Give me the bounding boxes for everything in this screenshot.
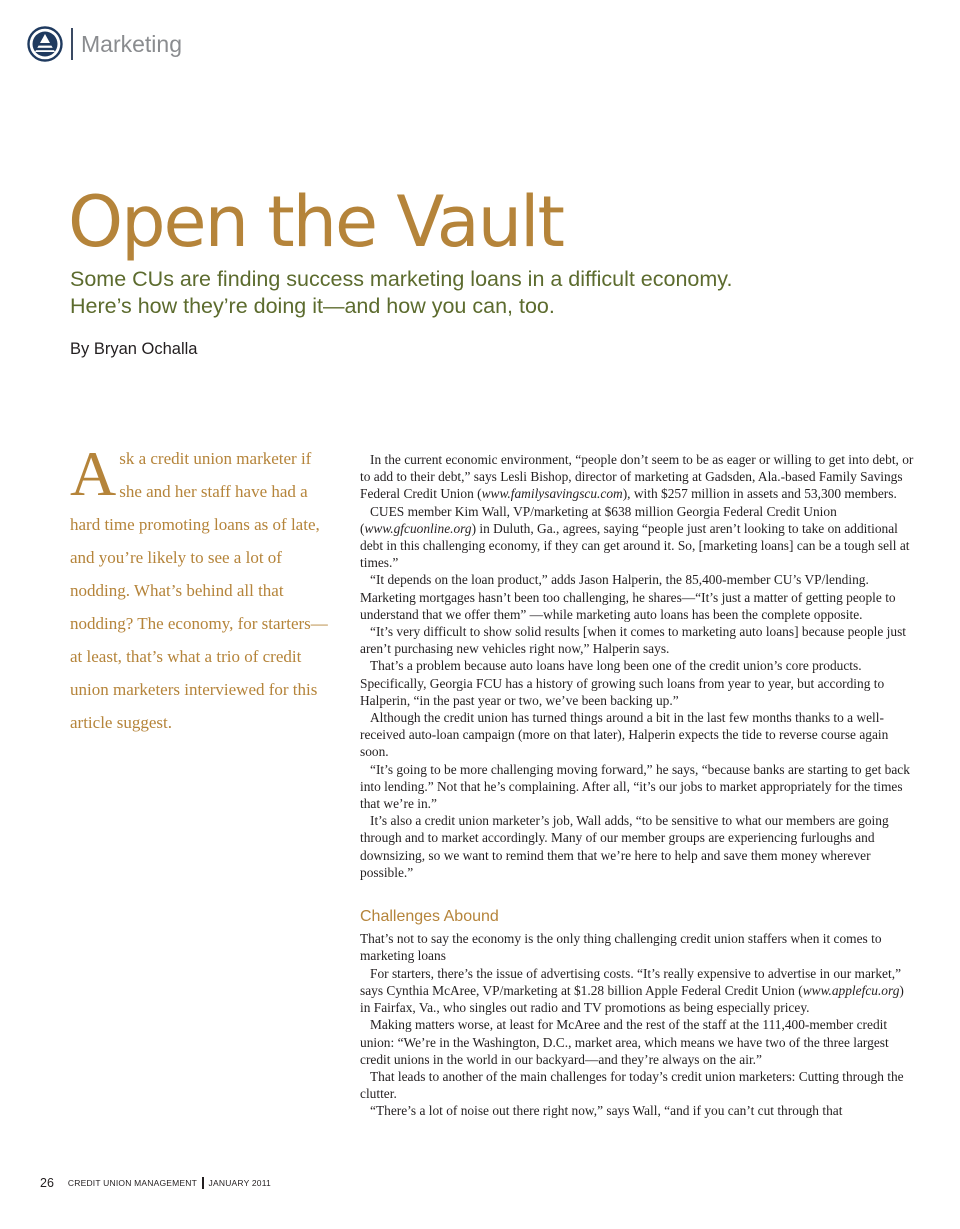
body-paragraph [360,451,915,503]
paragraph-text: ) in Fairfax, Va., who singles out radio and TV promotions as being especially pricey. [360,982,904,1016]
body-paragraph [360,503,915,572]
body-paragraph: “It depends on the loan product,” adds Jason Halperin, the 85,400-member CU’s VP/lending. Marketing mortgages hasn’t been too challenging, he shares—“It’s just a matter of getting people to understand that we offer them” —while marketing auto loans has been the complete opposite. [360,572,896,622]
body-paragraph: That’s not to say the economy is the only thing challenging credit union staffers when it comes to marketing loans [360,931,882,964]
body-paragraph: “It’s going to be more challenging moving forward,” he says, “because banks are starting to get back into lending.” Not that he’s complaining. After all, “it’s our jobs to market appropriately for the times that we’re in.” [360,761,910,812]
article-subtitle [70,266,830,320]
body-paragraph [360,965,915,1017]
publication-name: CREDIT UNION MANAGEMENT [67,1178,198,1188]
paragraph-text: ), with $257 million in assets and 53,300 members. [622,486,897,502]
body-paragraph: That’s a problem because auto loans have long been one of the credit union’s core products. Specifically, Georgia FCU has a history of growing such loans from year to year, but according to Halperin, “in the past year or two, we’ve been backing up.” [360,658,885,708]
body-paragraph: “It’s very difficult to show solid results [when it comes to marketing auto loans] because people just aren’t purchasing new vehicles right now,” Halperin says. [360,624,907,657]
paragraph-text: In the current economic environment, “people don’t seem to be as eager or willing to get into debt, or to add to their debt,” says Lesli Bishop, director of marketing at Gadsden, Ala.-based Family Savings Federal Credit Union ( [360,452,914,502]
body-paragraph: It’s also a credit union marketer’s job, Wall adds, “to be sensitive to what our members are going through and to market accordingly. Many of our member groups are experiencing furloughs and downsizing, so we want to remind them that we’re here to help and save them money wherever possible.” [360,813,889,880]
section-subhead: Challenges Abound [360,908,499,926]
body-paragraph: That leads to another of the main challenges for today’s credit union marketers: Cutting through the clutter. [360,1068,904,1102]
cues-logo-icon [27,26,63,62]
page-header [27,26,182,62]
section-label: Marketing [81,30,182,57]
paragraph-text: CUES member Kim Wall, VP/marketing at $638 million Georgia Federal Credit Union ( [360,503,837,536]
website-url: www.familysavingscu.com [481,486,623,502]
page-footer [40,1176,271,1190]
paragraph-text: For starters, there’s the issue of advertising costs. “It’s really expensive to advertise in our market,” says Cynthia McAree, VP/marketing at $1.28 billion Apple Federal Credit Union ( [360,965,902,998]
subtitle-line-2: Here’s how they’re doing it—and how you can, too. [70,294,555,318]
drop-cap: A [70,438,117,509]
header-divider [71,28,73,60]
footer-divider [202,1177,204,1189]
lede-text: sk a credit union marketer if she and her staff have had a hard time promoting loans as of late, and you’re likely to see a lot of nodding. What’s behind all that nodding? The economy, for starters—at least, that’s what a trio of credit union marketers interviewed for this article suggest. [70,449,328,732]
byline: By Bryan Ochalla [70,340,198,358]
paragraph-text: ) in Duluth, Ga., agrees, saying “people just aren’t looking to take on additional debt in this challenging economy, if they can get around it. So, [marketing loans] can be a tough sell at times.” [360,520,910,571]
website-url: www.applefcu.org [802,982,900,998]
body-paragraph: Making matters worse, at least for McAree and the rest of the staff at the 111,400-member credit union: “We’re in the Washington, D.C., market area, which means we have two of the three largest credit unions in the world in our backyard—and they’re always on the air.” [360,1017,889,1067]
article-body [360,451,915,1120]
article-title: Open the Vault [68,181,563,263]
page-number: 26 [40,1176,54,1190]
website-url: www.gfcuonline.org [364,520,472,536]
issue-date: JANUARY 2011 [208,1178,271,1188]
lede-paragraph [70,438,328,739]
subtitle-line-1: Some CUs are finding success marketing loans in a difficult economy. [70,267,733,291]
body-paragraph: “There’s a lot of noise out there right now,” says Wall, “and if you can’t cut through that [370,1103,843,1119]
body-paragraph: Although the credit union has turned things around a bit in the last few months thanks to a well-received auto-loan campaign (more on that later), Halperin expects the tide to reverse course again soon. [360,710,889,760]
